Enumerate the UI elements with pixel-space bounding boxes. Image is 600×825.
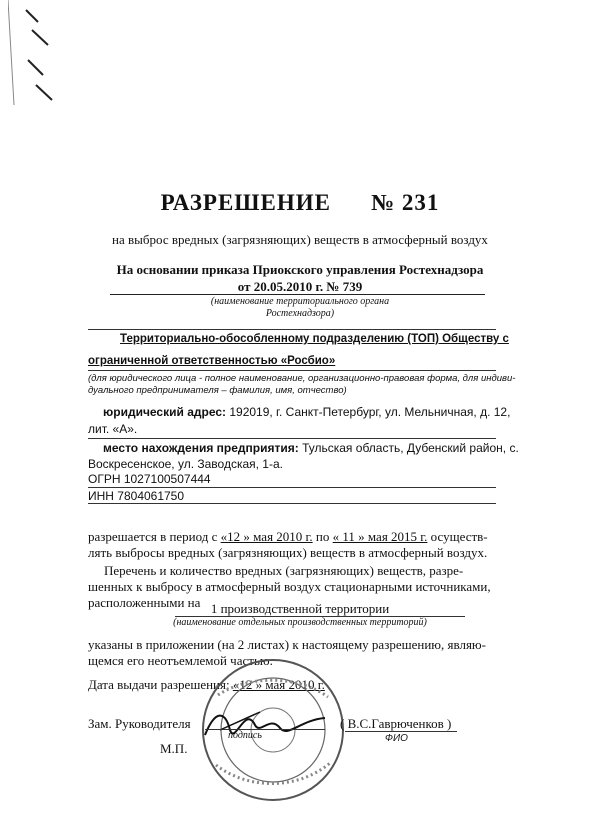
org-note-1: (для юридического лица - полное наименование, организационно-правовая форма, для индиви- — [88, 373, 516, 384]
basis-line-2: от 20.05.2010 г. № 739 — [237, 279, 363, 294]
location-value: Тульская область, Дубенский район, с. — [298, 441, 519, 455]
issue-label: Дата выдачи разрешения: — [88, 677, 230, 692]
org-underline — [88, 370, 496, 371]
territory: 1 производственной территории — [210, 601, 390, 616]
signature-note: подпись — [228, 730, 262, 741]
inn-underline — [88, 503, 496, 504]
period-mid: по — [312, 529, 333, 544]
location-line-1 — [103, 440, 519, 457]
list-line-3: расположенными на — [88, 595, 201, 610]
location-line-2: Воскресенское, ул. Заводская, 1-а. — [88, 457, 283, 471]
period-from: «12 » мая 2010 г. — [220, 529, 313, 544]
appendix-line-2: щемся его неотъемлемой частью. — [88, 653, 273, 668]
basis-underline — [110, 294, 485, 295]
period-post: осуществ- — [427, 529, 488, 544]
scan-mark — [8, 0, 68, 110]
legal-address-label: юридический адрес: — [103, 405, 227, 419]
title-text: РАЗРЕШЕНИЕ — [160, 190, 332, 215]
basis-note-1: (наименование территориального органа — [210, 296, 390, 307]
name-note: ФИО — [385, 733, 408, 744]
legal-address-line-2: лит. «А». — [88, 422, 138, 436]
period-line-1 — [88, 528, 488, 545]
org-name-line-1: Территориально-обособленному подразделению (ТОП) Обществу с — [120, 333, 509, 345]
signer-name: ( В.С.Гаврюченков ) — [340, 716, 452, 731]
address-underline — [88, 438, 496, 439]
appendix-line-1: указаны в приложении (на 2 листах) к настоящему разрешению, являю- — [88, 637, 486, 652]
legal-address-value: 192019, г. Санкт-Петербург, ул. Мельничная, д. 12, — [226, 405, 511, 419]
period-line-2: лять выбросы вредных (загрязняющих) веществ в атмосферный воздух. — [88, 545, 488, 560]
permit-number: № 231 — [371, 190, 440, 215]
signer-title: Зам. Руководителя — [88, 716, 191, 731]
location-label: место нахождения предприятия: — [103, 441, 299, 455]
signature — [200, 700, 330, 750]
org-name-line-2: ограниченной ответственностью «Росбио» — [88, 355, 336, 367]
period-to: « 11 » мая 2015 г. — [332, 529, 428, 544]
signature-underline — [205, 729, 325, 730]
basis-note-2: Ростехнадзора) — [265, 308, 335, 319]
period-pre: разрешается в период с — [88, 529, 221, 544]
ogrn: ОГРН 1027100507444 — [88, 472, 211, 486]
document-subtitle: на выброс вредных (загрязняющих) веществ в атмосферный воздух — [112, 232, 488, 247]
territory-note: (наименование отдельных производственных территорий) — [173, 617, 427, 628]
stamp-label: М.П. — [160, 741, 188, 756]
legal-address-line-1 — [103, 404, 510, 421]
list-line-2: шенных к выбросу в атмосферный воздух стационарными источниками, — [88, 579, 491, 594]
org-note-2: дуального предпринимателя – фамилия, имя, отчество) — [88, 385, 347, 396]
name-underline — [345, 731, 457, 732]
divider — [88, 329, 496, 330]
inn: ИНН 7804061750 — [88, 489, 185, 503]
issue-date: «12 » мая 2010 г. — [232, 677, 325, 692]
document-title — [0, 190, 600, 216]
list-line-1: Перечень и количество вредных (загрязняющих) веществ, разре- — [104, 563, 464, 578]
basis-line-1: На основании приказа Приокского управления Ростехнадзора — [116, 262, 484, 277]
